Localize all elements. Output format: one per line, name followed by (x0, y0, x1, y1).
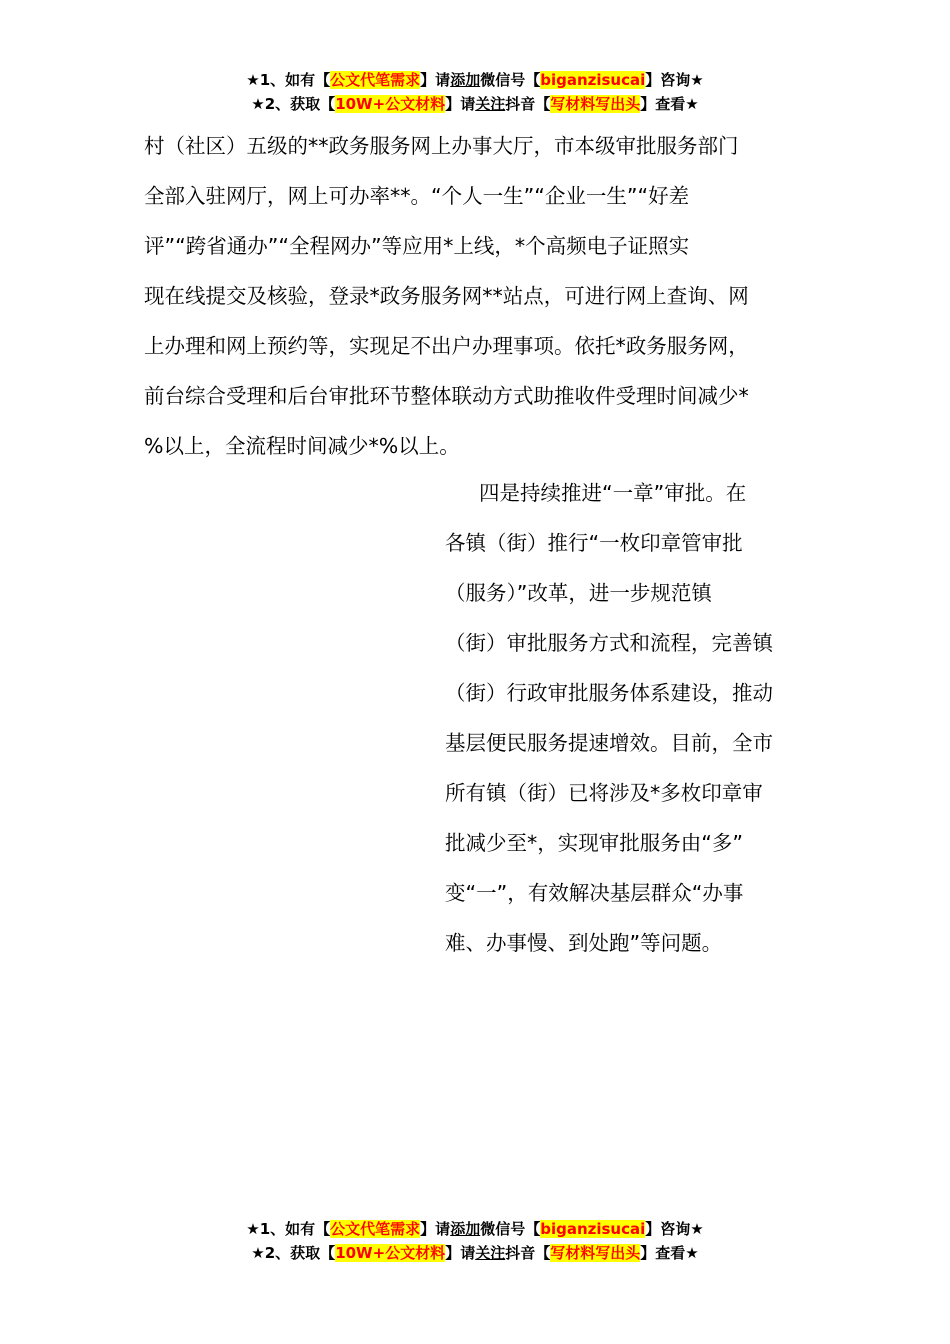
text-line: 变“一”，有效解决基层群众“办事 (445, 881, 744, 905)
banner-text: ★2、获取【 (251, 95, 336, 113)
header-banner (0, 68, 950, 116)
banner-line-2 (0, 92, 950, 116)
highlight-text: 写材料写出头 (550, 1244, 641, 1262)
banner-text: 】咨询★ (645, 1220, 704, 1238)
highlight-text: biganzisucai (540, 1220, 646, 1238)
text-line: 批减少至*，实现审批服务由“多” (445, 831, 743, 855)
highlight-text: 写材料写出头 (550, 95, 641, 113)
banner-text: ★1、如有【 (246, 1220, 331, 1238)
banner-text: 微信号【 (480, 1220, 541, 1238)
text-line: 评”“跨省通办”“全程网办”等应用*上线，*个高频电子证照实 (144, 234, 690, 258)
text-line: 上办理和网上预约等，实现足不出户办理事项。依托*政务服务网， (144, 334, 749, 358)
footer-banner (0, 1217, 950, 1265)
text-line: 村（社区）五级的**政务服务网上办事大厅，市本级审批服务部门 (144, 134, 739, 158)
banner-text: 微信号【 (480, 71, 541, 89)
underlined-text: 关注 (475, 1244, 506, 1262)
text-line: 现在线提交及核验，登录*政务服务网**站点，可进行网上查询、网 (144, 284, 749, 308)
highlight-text: biganzisucai (540, 71, 646, 89)
highlight-text: 10W+公文材料 (335, 95, 446, 113)
banner-line-2 (0, 1241, 950, 1265)
text-line: 基层便民服务提速增效。目前，全市 (445, 731, 773, 755)
banner-text: 】请 (420, 1220, 451, 1238)
banner-text: 抖音【 (505, 1244, 551, 1262)
banner-text: 】咨询★ (645, 71, 704, 89)
underlined-text: 添加 (450, 71, 481, 89)
banner-text: 】请 (420, 71, 451, 89)
text-line: （服务）”改革，进一步规范镇 (445, 581, 712, 605)
text-line: （街）审批服务方式和流程，完善镇 (445, 631, 773, 655)
text-line: 各镇（街）推行“一枚印章管审批 (445, 531, 743, 555)
underlined-text: 关注 (475, 95, 506, 113)
paragraph-2 (445, 468, 808, 968)
banner-text: 】请 (445, 1244, 476, 1262)
text-line: 四是持续推进“一章”审批。在 (479, 481, 747, 505)
text-line: 全部入驻网厅，网上可办率**。“个人一生”“企业一生”“好差 (144, 184, 690, 208)
text-line: 所有镇（街）已将涉及*多枚印章审 (445, 781, 763, 805)
text-line: （街）行政审批服务体系建设，推动 (445, 681, 773, 705)
text-line: 难、办事慢、到处跑”等问题。 (445, 931, 723, 955)
banner-line-1 (0, 1217, 950, 1241)
highlight-text: 10W+公文材料 (335, 1244, 446, 1262)
banner-text: 抖音【 (505, 95, 551, 113)
banner-text: 】请 (445, 95, 476, 113)
highlight-text: 公文代笔需求 (330, 1220, 421, 1238)
banner-line-1 (0, 68, 950, 92)
underlined-text: 添加 (450, 1220, 481, 1238)
paragraph-1 (144, 121, 808, 471)
text-line: 前台综合受理和后台审批环节整体联动方式助推收件受理时间减少* (144, 384, 749, 408)
banner-text: 】查看★ (640, 95, 699, 113)
banner-text: ★2、获取【 (251, 1244, 336, 1262)
text-line: %以上，全流程时间减少*%以上。 (144, 434, 460, 458)
banner-text: ★1、如有【 (246, 71, 331, 89)
highlight-text: 公文代笔需求 (330, 71, 421, 89)
banner-text: 】查看★ (640, 1244, 699, 1262)
